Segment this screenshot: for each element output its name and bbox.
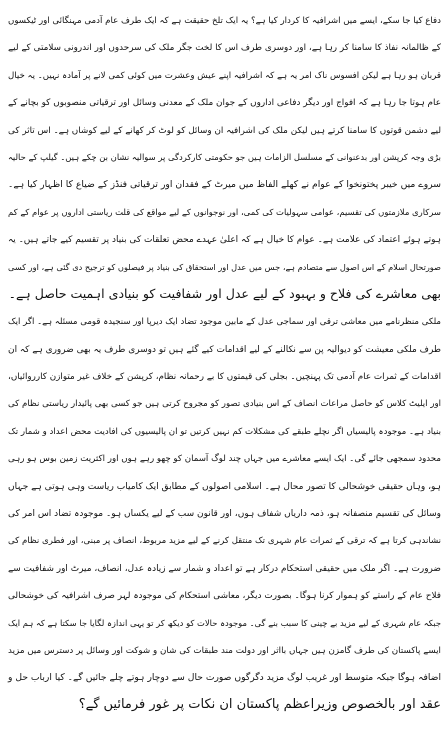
text-line-content: ضرورت ہے۔ اگر ملک میں حقیقی استحکام درکار ہے تو اعداد و شمار سے زیادہ عدل، انصاف، میرٹ اور شفافیت سے	[8, 563, 441, 574]
text-line-content: سرکاری ملازمتوں کی تقسیم، عوامی سہولیات کی کمی، اور نوجوانوں کے لیے مواقع کی قلت ریاستی اداروں پر عوام کے کم	[8, 206, 441, 217]
text-line-content: ہوتے ہوئے اعتماد کی علامت ہے۔ عوام کا خیال ہے کہ اعلیٰ عہدے محض تعلقات کی بنیاد پر تقسیم کیے جاتے ہیں۔ یہ	[8, 235, 441, 246]
text-line	[7, 170, 441, 197]
text-line-content: قربان ہو رہا ہے لیکن افسوس ناک امر یہ ہے کہ اشرافیہ اپنے عیش وعشرت میں کوئی کمی لانے پر آمادہ نہیں۔ یہ خیال	[8, 70, 441, 81]
text-line	[7, 581, 441, 608]
text-line	[7, 389, 441, 416]
text-line	[7, 499, 441, 526]
text-line	[7, 335, 441, 362]
text-line-content: فلاح عام کے راستے کو ہموار کرنا ہوگا۔ بصورت دیگر، معاشی استحکام کی موجودہ لہر صرف اشرافیہ کی خوشحالی	[8, 591, 441, 602]
text-line-content: کے ظالمانہ نفاذ کا سامنا کر رہا ہے، اور دوسری طرف اس کا لخت جگر ملک کی سرحدوں اور اندرونی سلامتی کے لیے	[8, 43, 441, 54]
text-line	[7, 417, 441, 444]
text-line	[7, 362, 441, 389]
paragraph	[7, 307, 441, 718]
text-line-content: طرف ملکی معیشت کو دیوالیہ پن سے نکالنے کے لیے اقدامات کیے گئے ہیں تو دوسری طرف یہ بھی ضروری ہے کہ ان	[8, 344, 441, 355]
text-line-content: جبکہ عام شہری کے لیے مزید بے چینی کا سبب بنے گی۔ موجودہ حالات کو دیکھ کر تو یہی اندازہ لگایا جا سکتا ہے کہ ہم ایک	[8, 617, 441, 628]
text-line-content: محدود سمجھی جائے گی۔ ایک ایسے معاشرے میں جہاں چند لوگ آسمان کو چھو رہے ہوں اور اکثریت زمین بوس ہو رہی	[8, 454, 441, 465]
text-line	[7, 307, 441, 334]
text-line-content: اضافہ ہوگا جبکہ متوسط اور غریب لوگ مزید دگرگوں صورت حال سے دوچار ہوتے چلے جائیں گے۔ کیا ارباب حل و	[8, 672, 441, 684]
paragraph	[7, 6, 441, 307]
text-line	[7, 143, 441, 170]
text-line-content: بنیاد ہے۔ موجودہ پالیسیاں اگر نچلے طبقے کی مشکلات کم نہیں کرتیں تو ان پالیسیوں کی افادیت محض اعداد و شمار تک	[8, 426, 441, 437]
text-line-content: بڑی وجہ کرپشن اور بدعنوانی کے مسلسل الزامات ہیں جو حکومتی کارکردگی پر سوالیہ نشان بن چکے ہیں۔ گیلپ کے حالیہ	[8, 151, 441, 162]
text-line-content: نشاندہی کرتا ہے کہ ترقی کے ثمرات عام شہری تک منتقل کرنے کے لیے مزید مربوط، انصاف پر مبنی، اور فطری نظام کی	[8, 536, 441, 547]
text-line	[7, 61, 441, 88]
text-line-content: دفاع کیا جا سکے، ایسے میں اشرافیہ کا کردار کیا ہے؟ یہ ایک تلخ حقیقت ہے کہ ایک طرف عام آدمی مہنگائی اور ٹیکسوں	[8, 16, 441, 26]
text-line-content: بھی معاشرے کی فلاح و بہبود کے لیے عدل اور شفافیت کو بنیادی اہمیت حاصل ہے۔	[8, 285, 441, 301]
text-line-content: اور ایلیٹ کلاس کو حاصل مراعات انصاف کے اس بنیادی تصور کو مجروح کرتی ہیں جو کسی بھی پائیدار ریاستی نظام کی	[8, 399, 441, 410]
text-line-content: وسائل کی تقسیم منصفانہ ہو، ذمہ داریاں شفاف ہوں، اور قانون سب کے لیے یکساں ہو۔ موجودہ تضاد اس امر کی	[8, 509, 441, 520]
text-line-content: سروے میں خیبر پختونخوا کے عوام نے کھلے الفاظ میں میرٹ کے فقدان اور ترقیاتی فنڈز کے ضیاع کا اظہار کیا ہے۔	[8, 179, 441, 191]
text-line-content: اقدامات کے ثمرات عام آدمی تک پہنچیں۔ بجلی کی قیمتوں کا بے رحمانہ نظام، کرپشن کے خلاف غیر متوازن کارروائیاں،	[8, 372, 441, 383]
text-line	[7, 88, 441, 115]
text-line-paragraph-end	[7, 280, 441, 307]
text-line	[7, 116, 441, 143]
text-line	[7, 253, 441, 280]
text-line	[7, 444, 441, 471]
text-line	[7, 663, 441, 690]
text-line	[7, 636, 441, 663]
text-line-content: ایسے پاکستان کی طرف گامزن ہیں جہاں بااثر اور دولت مند طبقات کی شان و شوکت اور وسائل پر دسترس میں مزید	[8, 645, 441, 656]
text-line	[7, 33, 441, 60]
text-line-content: صورتحال اسلام کے اس اصول سے متصادم ہے، جس میں عدل اور استحقاق کی بنیاد پر فیصلوں کو ترجیح دی گئی ہے، اور کسی	[8, 261, 441, 272]
text-line-paragraph-end	[7, 691, 441, 718]
text-line-content: لیے دشمن قوتوں کا سامنا کرتے ہیں لیکن ملک کی اشرافیہ ان وسائل کو لوٹ کر کھانے کے لیے کوشاں ہے۔ اس تاثر کی	[8, 125, 441, 136]
text-line-content: عقد اور بالخصوص وزیراعظم پاکستان ان نکات پر غور فرمائیں گے؟	[78, 696, 441, 712]
text-line-content: ہو، وہاں حقیقی خوشحالی کا تصور محال ہے۔ اسلامی اصولوں کے مطابق ایک کامیاب ریاست وہی ہوتی ہے جہاں	[8, 481, 441, 492]
text-line	[7, 526, 441, 553]
text-line	[7, 609, 441, 636]
text-line	[7, 6, 441, 33]
text-line-content: عام ہوتا جا رہا ہے کہ افواج اور دیگر دفاعی اداروں کے جوان ملک کے معدنی وسائل اور ترقیاتی منصوبوں کو بچانے کے	[8, 98, 441, 109]
text-line	[7, 472, 441, 499]
text-line-content: ملکی منظرنامے میں معاشی ترقی اور سماجی عدل کے مابین موجود تضاد ایک دیرپا اور سنجیدہ قومی مسئلہ ہے۔ اگر ایک	[8, 317, 441, 328]
text-line	[7, 225, 441, 252]
text-line	[7, 198, 441, 225]
text-line	[7, 554, 441, 581]
